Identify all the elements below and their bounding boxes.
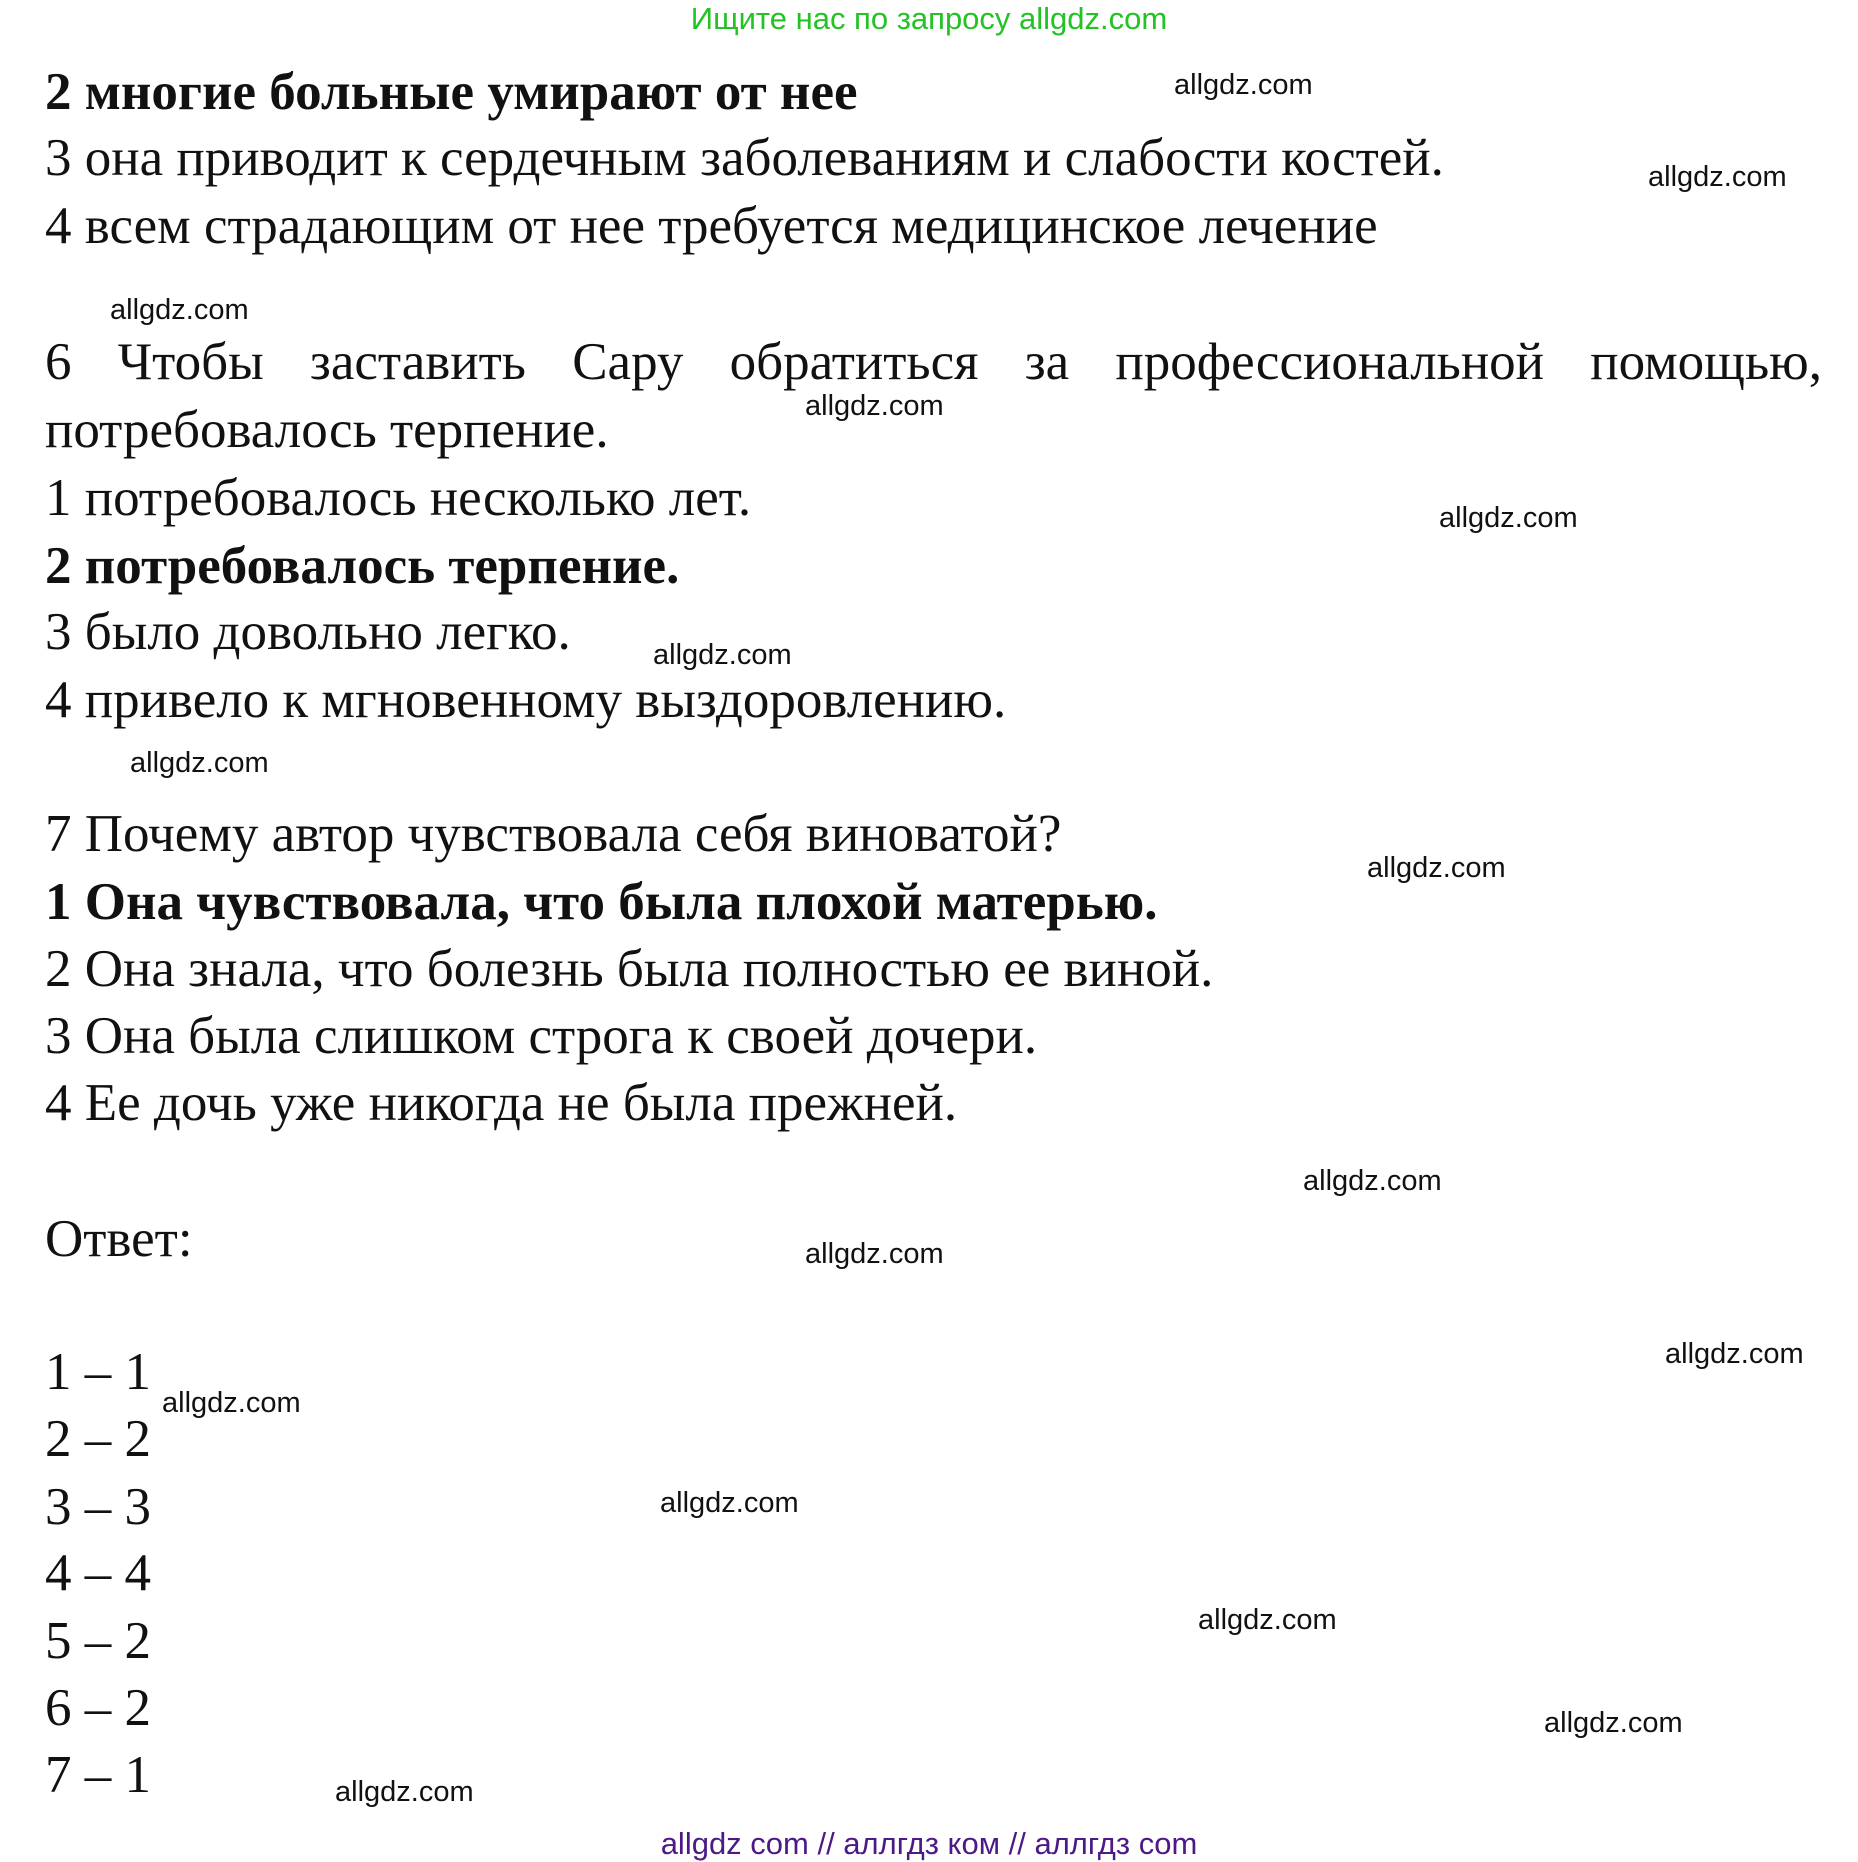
- answer-5: 5 – 2: [45, 1612, 151, 1670]
- q6-option-3: 3 было довольно легко.: [45, 603, 571, 661]
- watermark: allgdz.com: [660, 1487, 799, 1519]
- q6-question: 6 Чтобы заставить Сару обратиться за профессиональной помощью, потребовалось терпение.: [45, 333, 1822, 459]
- footer-watermark: allgdz com // аллгдз ком // аллгдз com: [660, 1826, 1198, 1861]
- watermark: allgdz.com: [805, 390, 944, 422]
- watermark: allgdz.com: [1174, 69, 1313, 101]
- q5-option-3: 3 она приводит к сердечным заболеваниям и слабости костей.: [45, 129, 1444, 187]
- answer-6: 6 – 2: [45, 1679, 151, 1737]
- watermark: allgdz.com: [1544, 1707, 1683, 1739]
- answer-label: Ответ:: [45, 1210, 193, 1268]
- watermark: allgdz.com: [1303, 1165, 1442, 1197]
- q5-option-4: 4 всем страдающим от нее требуется медицинское лечение: [45, 197, 1378, 255]
- q5-option-2: 2 многие больные умирают от нее: [45, 63, 858, 121]
- watermark: allgdz.com: [1198, 1604, 1337, 1636]
- q6-option-2: 2 потребовалось терпение.: [45, 537, 680, 595]
- watermark: allgdz.com: [1648, 161, 1787, 193]
- q7-option-2: 2 Она знала, что болезнь была полностью ее виной.: [45, 940, 1214, 998]
- watermark: allgdz.com: [335, 1776, 474, 1808]
- watermark: allgdz.com: [110, 294, 249, 326]
- answer-7: 7 – 1: [45, 1746, 151, 1804]
- watermark: allgdz.com: [162, 1387, 301, 1419]
- watermark: allgdz.com: [1665, 1338, 1804, 1370]
- q7-option-3: 3 Она была слишком строга к своей дочери.: [45, 1007, 1038, 1065]
- watermark: allgdz.com: [1367, 852, 1506, 884]
- q6-option-4: 4 привело к мгновенному выздоровлению.: [45, 671, 1007, 729]
- watermark: allgdz.com: [130, 747, 269, 779]
- answer-3: 3 – 3: [45, 1478, 151, 1536]
- watermark: allgdz.com: [653, 639, 792, 671]
- q7-question: 7 Почему автор чувствовала себя виноватой?: [45, 805, 1062, 863]
- q7-option-1: 1 Она чувствовала, что была плохой матерью.: [45, 873, 1158, 931]
- header-search-hint: Ищите нас по запросу allgdz.com: [690, 1, 1168, 36]
- answer-2: 2 – 2: [45, 1410, 151, 1468]
- q6-option-1: 1 потребовалось несколько лет.: [45, 469, 752, 527]
- answer-4: 4 – 4: [45, 1544, 151, 1602]
- watermark: allgdz.com: [1439, 502, 1578, 534]
- answer-1: 1 – 1: [45, 1343, 151, 1401]
- watermark: allgdz.com: [805, 1238, 944, 1270]
- q7-option-4: 4 Ее дочь уже никогда не была прежней.: [45, 1074, 958, 1132]
